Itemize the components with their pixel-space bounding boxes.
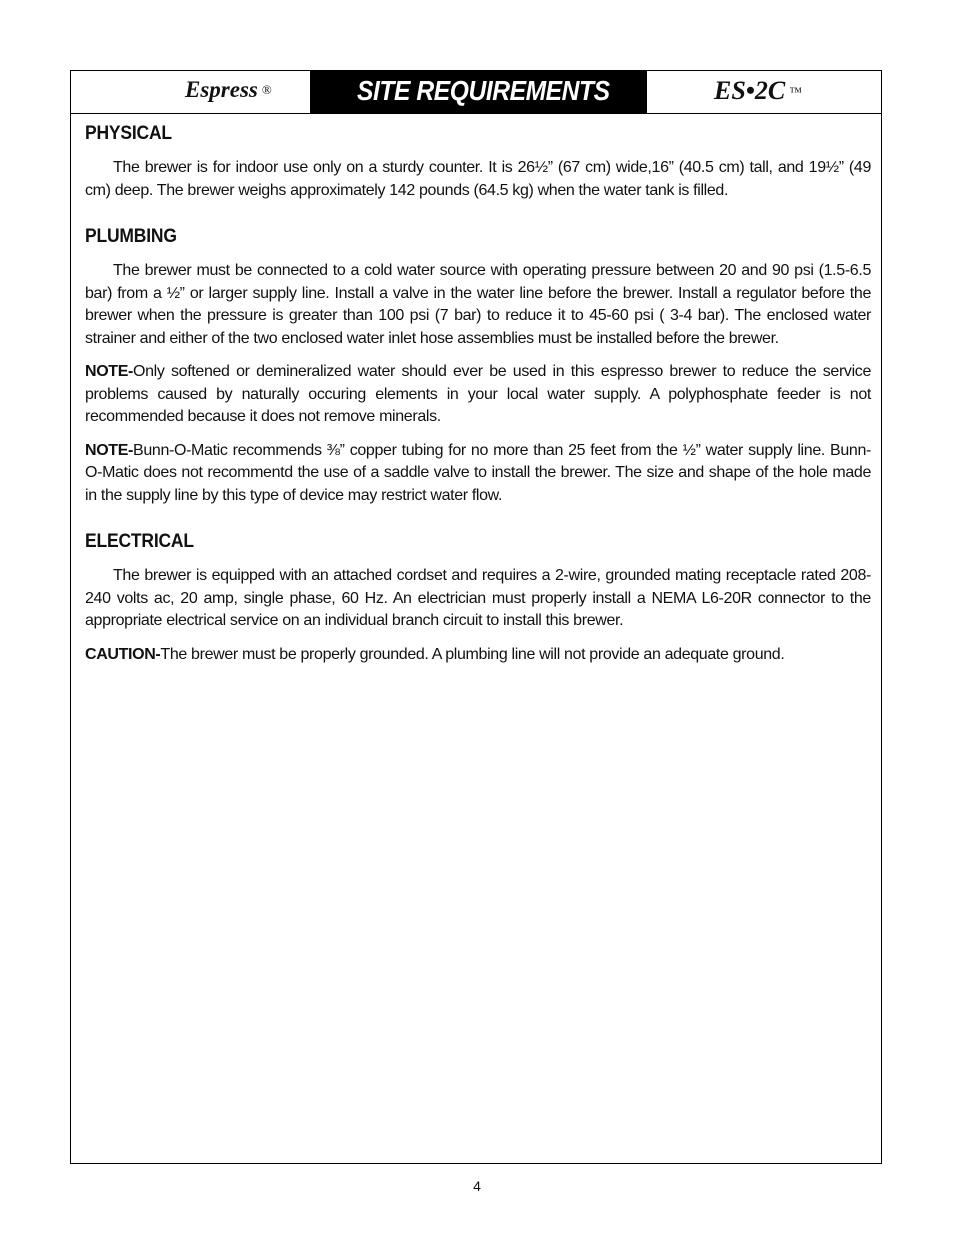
- model-name: [714, 76, 802, 106]
- electrical-caution: [85, 644, 871, 667]
- plumbing-section: [85, 226, 871, 507]
- brand-name: [185, 77, 272, 103]
- caution-label: CAUTION-: [85, 645, 161, 663]
- note-label: NOTE-: [85, 441, 134, 459]
- plumbing-note-1: [85, 361, 871, 429]
- physical-paragraph: The brewer is for indoor use only on a sturdy counter. It is 26½” (67 cm) wide,16” (40.5 cm) tall, and 19½” (49 cm) deep. The brewer weighs approximately 142 pounds (64.5 kg) when the water tank is filled.: [85, 159, 871, 199]
- page-title: SITE REQUIREMENTS: [357, 75, 610, 106]
- note-text: Only softened or demineralized water should ever be used in this espresso brewer to reduce the service problems caused by naturally occuring elements in your local water supply. A polyphosphate feeder is not recommended because it does not remove minerals.: [85, 363, 871, 425]
- physical-section: [85, 123, 871, 202]
- plumbing-paragraph: The brewer must be connected to a cold water source with operating pressure between 20 and 90 psi (1.5-6.5 bar) from a ½” or larger supply line. Install a valve in the water line before the brewer. Install a regulator before the brewer when the pressure is greater than 100 psi (7 bar) to reduce it to 45-60 psi ( 3-4 bar). The enclosed water strainer and either of the two enclosed water inlet hose assemblies must be installed before the brewer.: [85, 262, 871, 347]
- electrical-section: [85, 531, 871, 666]
- page-content: [85, 123, 871, 690]
- electrical-heading: ELECTRICAL: [85, 531, 194, 552]
- page-frame: [70, 70, 882, 1164]
- page-title-box: [310, 71, 647, 114]
- electrical-paragraph: The brewer is equipped with an attached cordset and requires a 2-wire, grounded mating receptacle rated 208-240 volts ac, 20 amp, single phase, 60 Hz. An electrician must properly install a NEMA L6-20R connector to the appropriate electrical service on an individual branch circuit to install this brewer.: [85, 567, 871, 629]
- page-header: [71, 71, 881, 114]
- caution-text: The brewer must be properly grounded. A plumbing line will not provide an adequate ground.: [160, 645, 785, 663]
- plumbing-note-2: [85, 440, 871, 508]
- brand-text: Espress: [185, 77, 258, 102]
- note-text: Bunn-O-Matic recommends ⅜” copper tubing for no more than 25 feet from the ½” water supply line. Bunn-O-Matic does not recommentd the use of a saddle valve to install the brewer. The size and shape of the hole made in the supply line by this type of device may restrict water flow.: [85, 441, 871, 504]
- page-number: 4: [473, 1178, 481, 1194]
- plumbing-heading: PLUMBING: [85, 226, 177, 247]
- model-text: ES•2C: [714, 76, 786, 105]
- note-label: NOTE-: [85, 363, 134, 380]
- physical-heading: PHYSICAL: [85, 123, 172, 144]
- trademark-mark: ™: [789, 84, 802, 99]
- registered-mark: ®: [261, 82, 272, 97]
